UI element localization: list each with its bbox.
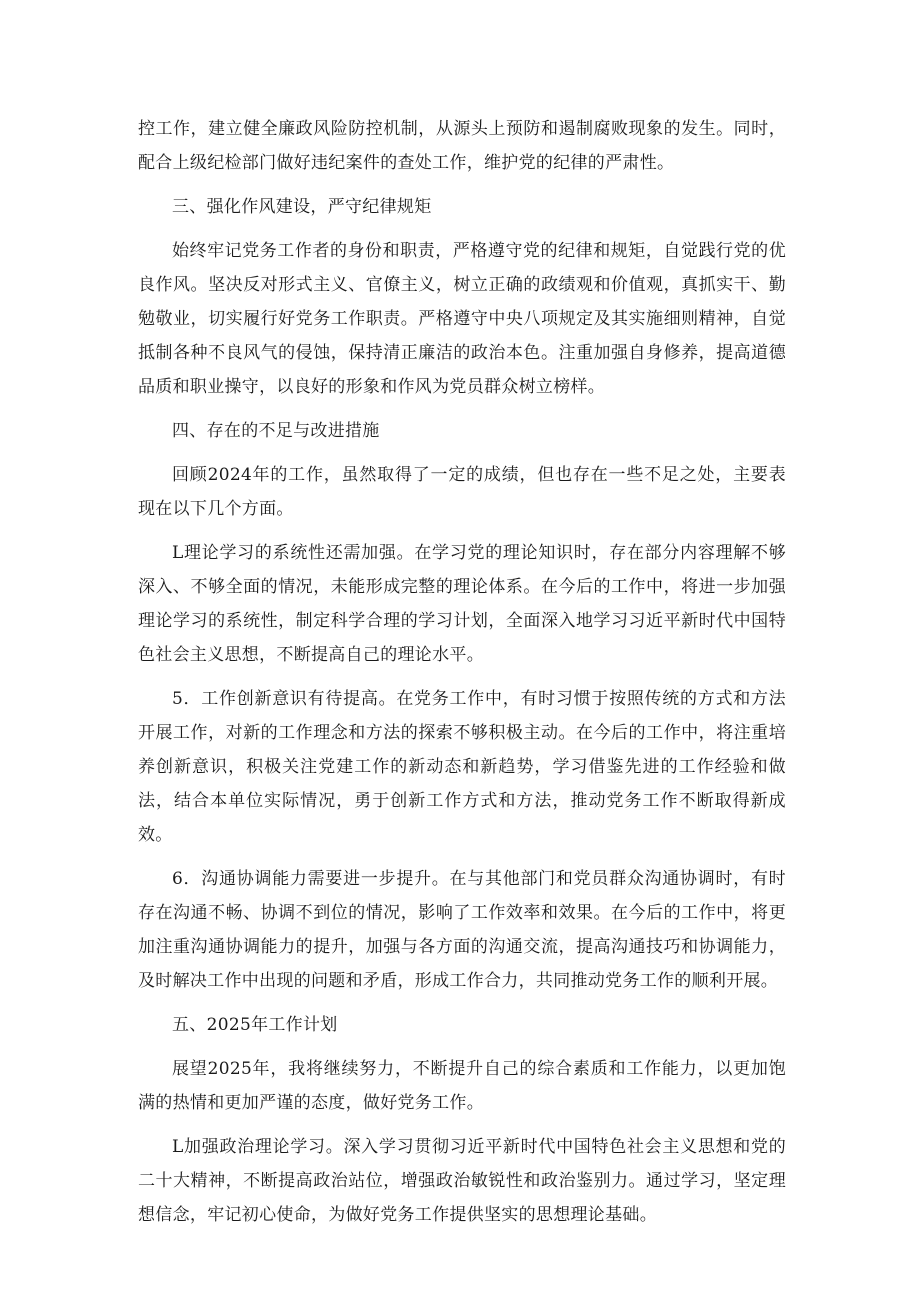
section-heading-4: 四、存在的不足与改进措施 bbox=[172, 421, 380, 441]
section-heading-3: 三、强化作风建设，严守纪律规矩 bbox=[172, 197, 432, 217]
section-heading-5: 五、2025年工作计划 bbox=[172, 1015, 338, 1035]
paragraph-review-2024: 回顾2024年的工作，虽然取得了一定的成绩，但也存在一些不足之处，主要表现在以下几个方面。 bbox=[138, 465, 786, 519]
paragraph-shortcoming-theory: L理论学习的系统性还需加强。在学习党的理论知识时，存在部分内容理解不够深入、不够全面的情况，未能形成完整的理论体系。在今后的工作中，将进一步加强理论学习的系统性，制定科学合理的学习计划，全面深入地学习习近平新时代中国特色社会主义思想，不断提高自己的理论水平。 bbox=[138, 543, 786, 665]
paragraph-outlook-2025: 展望2025年，我将继续努力，不断提升自己的综合素质和工作能力，以更加饱满的热情和更加严谨的态度，做好党务工作。 bbox=[138, 1059, 786, 1113]
paragraph-shortcoming-communication: 6．沟通协调能力需要进一步提升。在与其他部门和党员群众沟通协调时，有时存在沟通不畅、协调不到位的情况，影响了工作效率和效果。在今后的工作中，将更加注重沟通协调能力的提升，加强与各方面的沟通交流，提高沟通技巧和协调能力，及时解决工作中出现的问题和矛盾，形成工作合力，共同推动党务工作的顺利开展。 bbox=[138, 869, 786, 991]
paragraph-shortcoming-innovation: 5．工作创新意识有待提高。在党务工作中，有时习惯于按照传统的方式和方法开展工作，对新的工作理念和方法的探索不够积极主动。在今后的工作中，将注重培养创新意识，积极关注党建工作的新动态和新趋势，学习借鉴先进的工作经验和做法，结合本单位实际情况，勇于创新工作方式和方法，推动党务工作不断取得新成效。 bbox=[138, 689, 786, 845]
document-page bbox=[138, 112, 786, 1242]
paragraph-plan-theory-study: L加强政治理论学习。深入学习贯彻习近平新时代中国特色社会主义思想和党的二十大精神，不断提高政治站位，增强政治敏锐性和政治鉴别力。通过学习，坚定理想信念，牢记初心使命，为做好党务工作提供坚实的思想理论基础。 bbox=[138, 1137, 786, 1225]
paragraph-work-style: 始终牢记党务工作者的身份和职责，严格遵守党的纪律和规矩，自觉践行党的优良作风。坚决反对形式主义、官僚主义，树立正确的政绩观和价值观，真抓实干、勤勉敬业，切实履行好党务工作职责。严格遵守中央八项规定及其实施细则精神，自觉抵制各种不良风气的侵蚀，保持清正廉洁的政治本色。注重加强自身修养，提高道德品质和职业操守，以良好的形象和作风为党员群众树立榜样。 bbox=[138, 241, 786, 397]
paragraph-continuation: 控工作，建立健全廉政风险防控机制，从源头上预防和遏制腐败现象的发生。同时，配合上级纪检部门做好违纪案件的查处工作，维护党的纪律的严肃性。 bbox=[138, 119, 786, 173]
